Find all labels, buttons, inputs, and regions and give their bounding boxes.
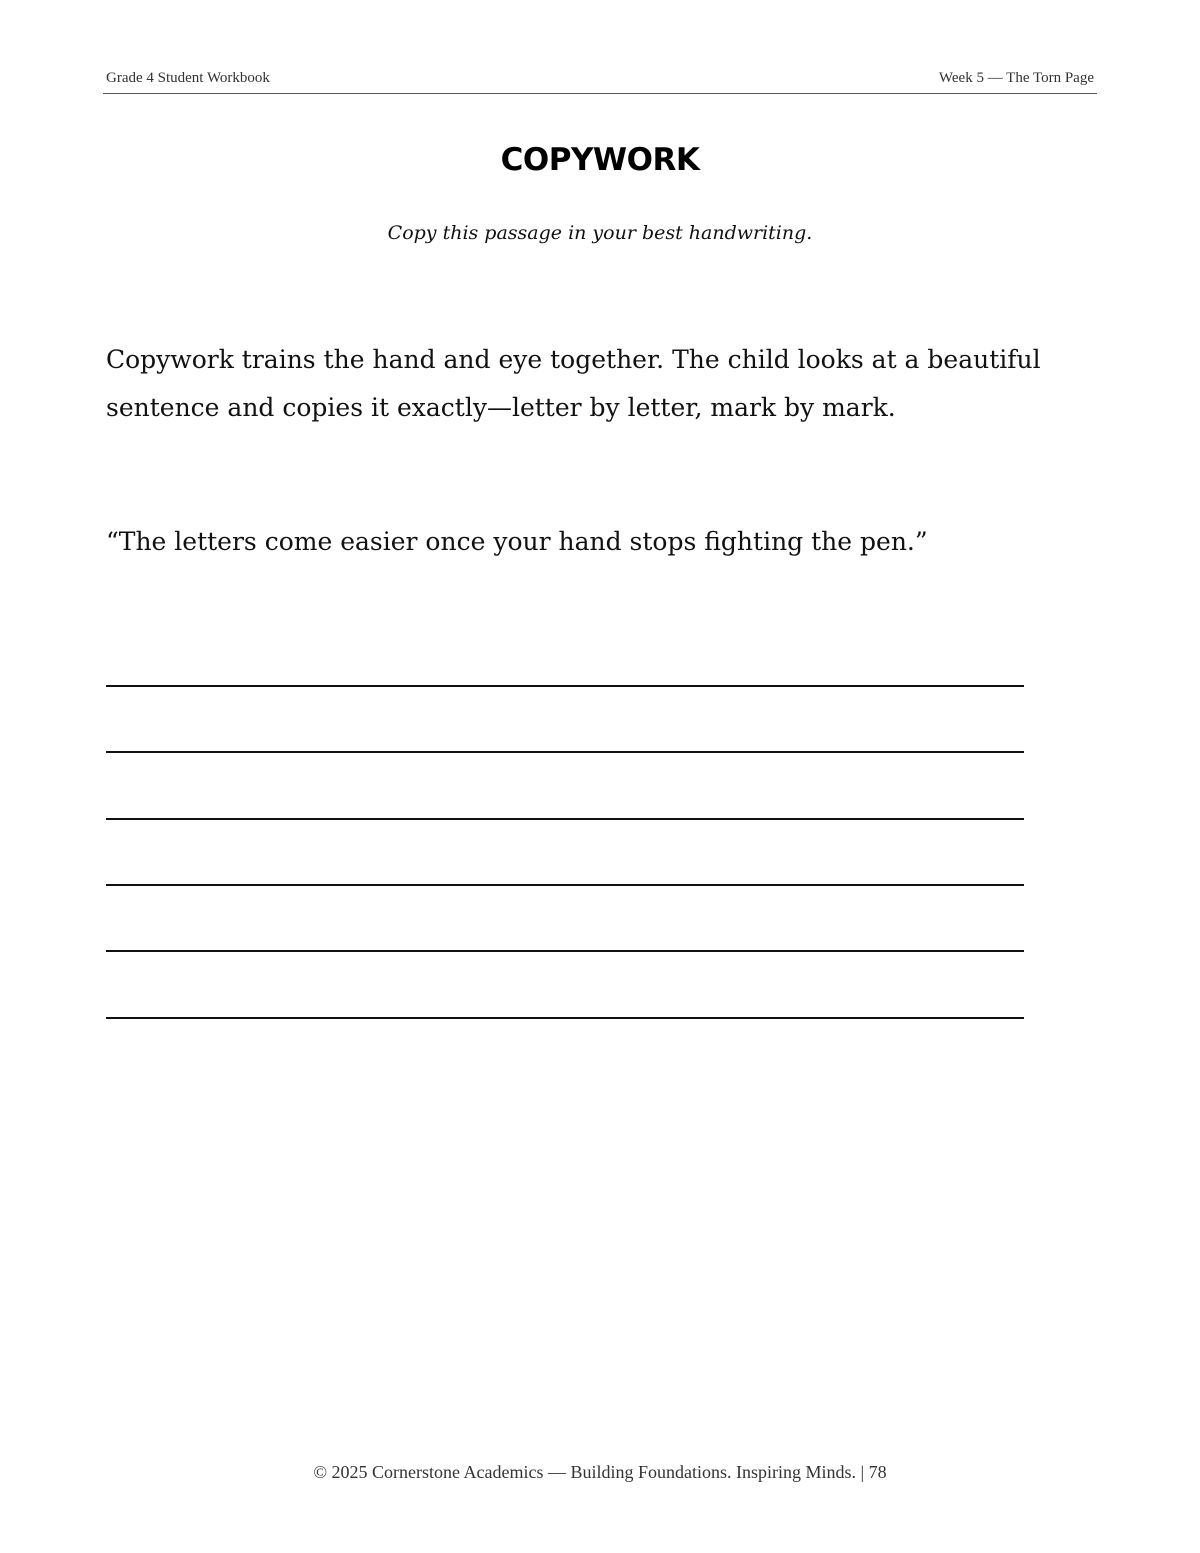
page-footer: © 2025 Cornerstone Academics — Building Foundations. Inspiring Minds. | 78 xyxy=(313,1462,887,1482)
instruction-text: Copy this passage in your best handwriting. xyxy=(387,222,813,244)
writing-line-6[interactable] xyxy=(106,1017,1024,1019)
copy-quote: “The letters come easier once your hand stops fighting the pen.” xyxy=(106,527,928,556)
passage-line-1: Copywork trains the hand and eye together. The child looks at a beautiful xyxy=(106,345,1041,374)
page-header xyxy=(103,66,1097,94)
writing-line-3[interactable] xyxy=(106,818,1024,820)
workbook-title: Grade 4 Student Workbook xyxy=(106,70,270,86)
week-title: Week 5 — The Torn Page xyxy=(938,70,1094,86)
writing-line-1[interactable] xyxy=(106,685,1024,687)
writing-line-5[interactable] xyxy=(106,950,1024,952)
writing-line-4[interactable] xyxy=(106,884,1024,886)
page-title: COPYWORK xyxy=(500,142,700,178)
writing-line-2[interactable] xyxy=(106,751,1024,753)
passage-paragraph xyxy=(106,336,1106,432)
passage-line-2: sentence and copies it exactly—letter by letter, mark by mark. xyxy=(106,393,896,422)
